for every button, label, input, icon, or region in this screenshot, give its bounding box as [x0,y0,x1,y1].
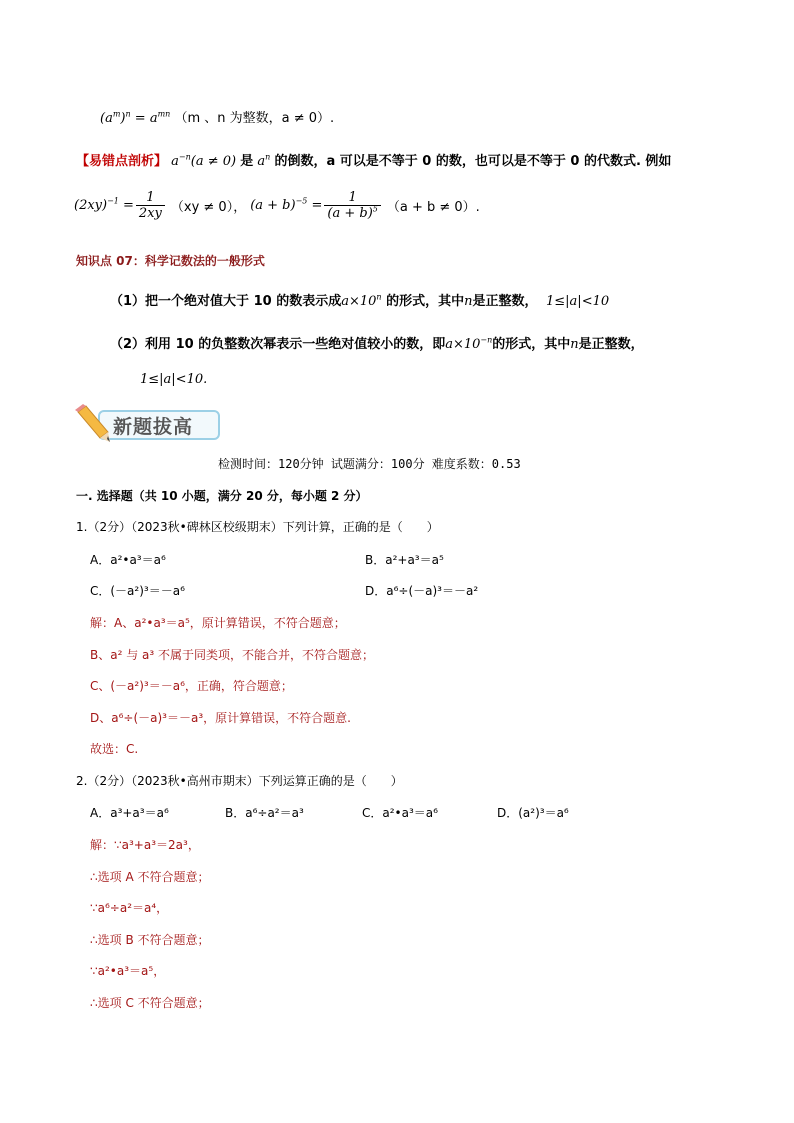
question-1-answer: 故选：C. [90,742,139,756]
question-1-stem: 1.（2分）（2023秋•碑林区校级期末）下列计算，正确的是（ ） [76,520,439,534]
knowledge-heading: 知识点 07：科学记数法的一般形式 [76,254,265,268]
question-1-option-b: B．a²+a³＝a⁵ [365,553,444,567]
knowledge-item-2-condition: 1≤|a|<10. [140,372,208,387]
pencil-icon [72,404,112,444]
question-2-option-b: B．a⁶÷a²＝a³ [225,806,304,820]
example1-formula: $(2xy)^{-1}$ = [74,196,134,213]
power-rule-line [100,107,334,126]
question-1-solution-line: B、a² 与 a³ 不属于同类项，不能合并，不符合题意； [90,648,375,662]
question-1-option-c: C．(－a²)³＝－a⁶ [90,584,185,598]
question-2-solution-line: ∵a⁶÷a²＝a⁴， [90,901,169,915]
power-rule-condition: （m 、n 为整数，a ≠ 0）. [174,111,335,126]
question-1-option-a: A．a²•a³＝a⁶ [90,553,166,567]
question-2-solution-line: 解：∵a³+a³＝2a³， [90,838,200,852]
question-2-stem: 2.（2分）（2023秋•高州市期末）下列运算正确的是（ ） [76,774,403,788]
power-rule-formula: $(a^m)^n = a^{mn}$ [100,109,171,126]
misconception-line: 【易错点剖析】 $a^{-n}(a \ne 0)$ 是 $a^n$ 的倒数，a 可以是不等于 0 的数，也可以是不等于 0 的代数式. 例如 [76,152,672,169]
banner-title: 新题拔高 [113,416,194,438]
section-banner [80,408,220,442]
examples-line: $(2xy)^{-1}$ = $\frac{1}{2xy}$ （xy ≠ 0）， $(a + b)^{-5}$ = $\frac{1}{(a + b)^5}$ （a + b ≠ 0）. [74,190,480,221]
knowledge-item-2: （2）利用 10 的负整数次幂表示一些绝对值较小的数，即$a\times 10^{-n}$的形式，其中n是正整数， [110,335,644,352]
question-1-solution-line: D、a⁶÷(－a)³＝－a³，原计算错误，不符合题意. [90,711,351,725]
example2-formula: $(a + b)^{-5}$ = [250,196,323,213]
question-2-option-d: D．(a²)³＝a⁶ [497,806,569,820]
negative-exponent-formula: $a^{-n}(a \ne 0)$ [171,152,237,169]
question-2-solution-line: ∴选项 C 不符合题意； [90,996,210,1010]
knowledge-item-1: （1）把一个绝对值大于 10 的数表示成$a\times 10^n$ 的形式，其中n是正整数， 1≤|a|<10 [110,292,610,309]
section-title: 一. 选择题（共 10 小题，满分 20 分，每小题 2 分） [76,489,368,503]
question-2-option-a: A．a³+a³＝a⁶ [90,806,169,820]
question-2-solution-line: ∴选项 B 不符合题意； [90,933,210,947]
question-2-option-c: C．a²•a³＝a⁶ [362,806,438,820]
question-2-solution-line: ∴选项 A 不符合题意； [90,870,210,884]
test-info: 检测时间：120分钟 试题满分：100分 难度系数：0.53 [218,457,521,471]
misconception-label: 【易错点剖析】 [76,154,168,169]
question-1-solution-line: 解：A、a²•a³＝a⁵，原计算错误，不符合题意； [90,616,346,630]
question-2-solution-line: ∵a²•a³＝a⁵， [90,964,166,978]
question-1-option-d: D．a⁶÷(－a)³＝－a² [365,584,479,598]
question-1-solution-line: C、(－a²)³＝－a⁶，正确，符合题意； [90,679,293,693]
